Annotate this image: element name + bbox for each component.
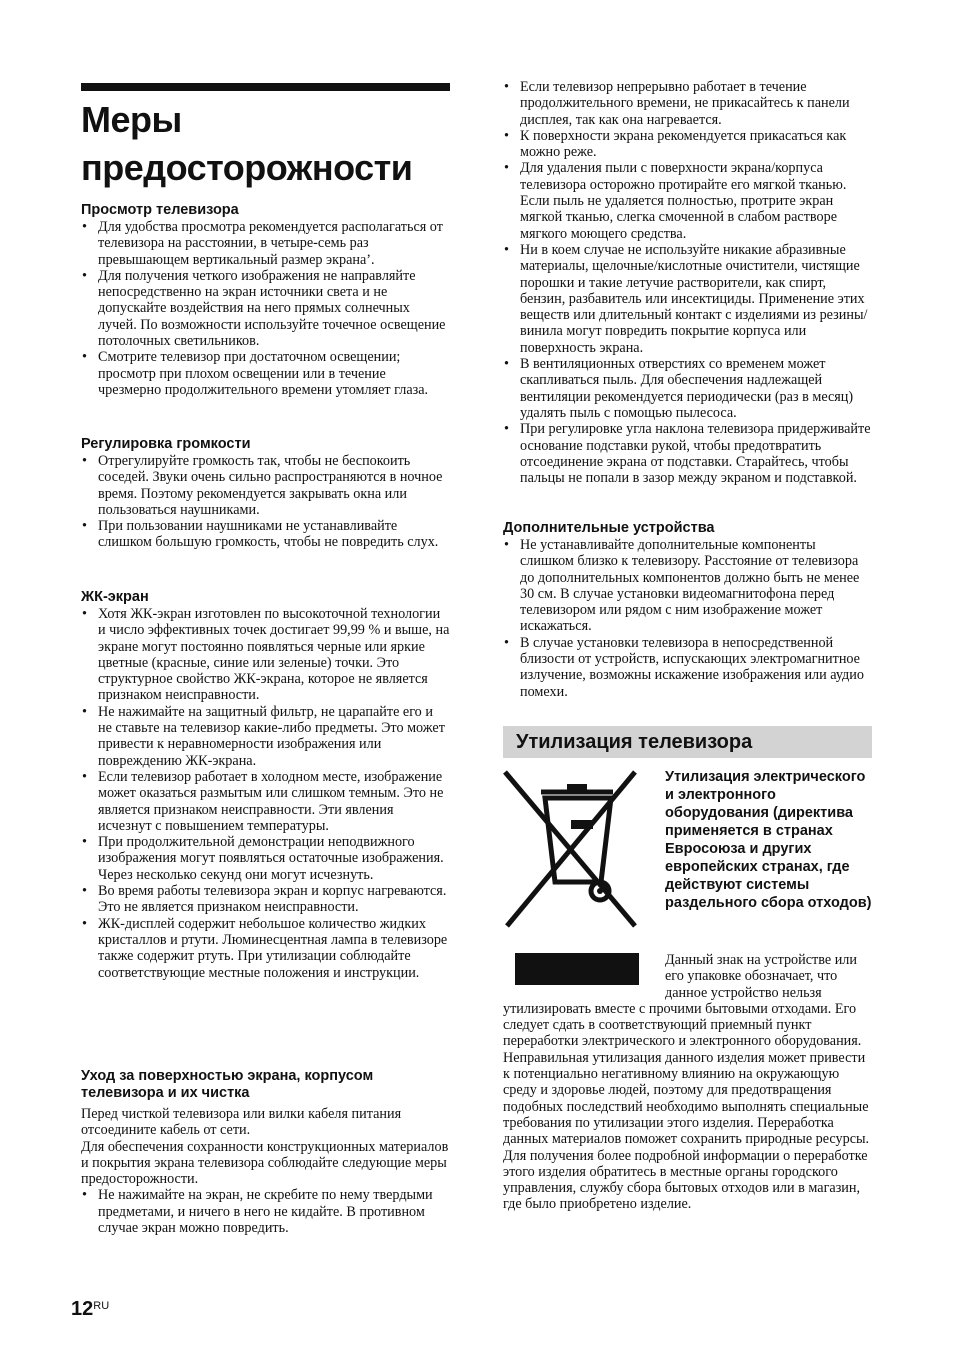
disposal-text: Данный знак на устройстве или его упаковке обозначает, что данное устройство нельзя утилизировать вместе с прочими бытовыми отходами. Его следует сдать в соответствующий приемный пункт переработки электрического и электронного оборудования. Неправильная утилизация данного изделия может привести к потенциально негативному влиянию на окружающую среду и здоровье людей, поэтому для предотвращения подобных последствий необходимо выполнять специальные требования по утилизации этого изделия. Переработка данных материалов поможет сохранить природные ресурсы. Для получения более подробной информации о переработке этого изделия обратитесь в местные органы городского управления, службу сбора бытовых отходов или в магазин, где было приобретено изделие. — [503, 952, 870, 1213]
bullet-list — [81, 606, 450, 981]
disposal-section-title: Утилизация телевизора — [516, 731, 753, 753]
list-item: • При продолжительной демонстрации неподвижного изображения могут появляться остаточные изображения. Через несколько секунд они могут исчезнуть. — [81, 834, 450, 883]
list-item: • ЖК-дисплей содержит небольшое количество жидких кристаллов и ртути. Люминесцентная лампа в телевизоре также содержит ртуть. При утилизации соблюдайте соответствующие местные положения и инструкции. — [81, 916, 450, 981]
list-item: • Для удаления пыли с поверхности экрана/корпуса телевизора осторожно протирайте его мягкой тканью. Если пыль не удаляется полностью, протрите экран мягкой тканью, слегка смоченной в слабом растворе мягкого моющего средства. — [503, 160, 872, 241]
title-rule — [81, 83, 450, 91]
section-heading: ЖК-экран — [81, 589, 149, 605]
page-title-line2: предосторожности — [81, 147, 413, 188]
section-accessories — [503, 520, 872, 700]
paragraph: Перед чисткой телевизора или вилки кабеля питания отсоедините кабель от сети. — [81, 1106, 402, 1139]
paragraph: Для обеспечения сохранности конструкционных материалов и покрытия экрана телевизора соблюдайте следующие меры предосторожности. — [81, 1138, 449, 1188]
section-care — [81, 1068, 450, 1236]
page-number-value: 12 — [71, 1298, 94, 1320]
section-lcd — [81, 589, 450, 981]
list-item: • Не нажимайте на защитный фильтр, не царапайте его и не ставьте на телевизор какие-либо предметы. Это может привести к неравномерности изображения или повреждению ЖК-экрана. — [81, 704, 450, 769]
section-heading: Дополнительные устройства — [503, 520, 715, 536]
bullet-list — [503, 79, 872, 486]
list-item: • В вентиляционных отверстиях со временем может скапливаться пыль. Для обеспечения надлежащей вентиляции рекомендуется периодически (раз в месяц) удалять пыль с помощью пылесоса. — [503, 356, 872, 421]
disposal-section-band — [503, 726, 872, 758]
disposal-heading: Утилизация электрического и электронного оборудования (директива применяется в странах Евросоюза и других европейских странах, где действуют системы раздельного сбора отходов) — [665, 769, 872, 911]
spacer — [503, 952, 665, 1000]
bullet-list — [81, 1187, 450, 1236]
list-item: • В случае установки телевизора в непосредственной близости от устройств, испускающих электромагнитное излучение, возможны искажение изображения или аудио помехи. — [503, 635, 872, 700]
list-item: • К поверхности экрана рекомендуется прикасаться как можно реже. — [503, 128, 872, 161]
section-heading: Регулировка громкости — [81, 436, 251, 452]
section-volume — [81, 436, 450, 551]
list-item: • При пользовании наушниками не устанавливайте слишком большую громкость, чтобы не повредить слух. — [81, 518, 450, 551]
page-title-line1: Меры — [81, 99, 182, 140]
list-item: • Не нажимайте на экран, не скребите по нему твердыми предметами, и ничего в него не кидайте. В противном случае экран можно повредить. — [81, 1187, 450, 1236]
bullet-list — [503, 537, 872, 700]
list-item: • Если телевизор непрерывно работает в течение продолжительного времени, не прикасайтесь к панели дисплея, так как она нагревается. — [503, 79, 872, 128]
bullet-list — [81, 219, 450, 398]
list-item: • Для удобства просмотра рекомендуется располагаться от телевизора на расстоянии, в четыре-семь раз превышающем вертикальный размер экрана’. — [81, 219, 450, 268]
list-item: • Отрегулируйте громкость так, чтобы не беспокоить соседей. Звуки очень сильно распространяются в ночное время. Поэтому рекомендуется закрывать окна или пользоваться наушниками. — [81, 453, 450, 518]
list-item: • Если телевизор работает в холодном месте, изображение может оказаться размытым или слишком темным. Это не является признаком неисправности. Эти явления исчезнут с повышением температуры. — [81, 769, 450, 834]
language-code: RU — [93, 1300, 110, 1312]
section-viewing — [81, 202, 450, 398]
list-item: • Хотя ЖК-экран изготовлен по высокоточной технологии и число эффективных точек достигает 99,99 % и выше, на экране могут постоянно появляться черные или яркие цветные (красные, синие или зеленые) точки. Это структурное свойство ЖК-экрана, которое не является признаком неисправности. — [81, 606, 450, 704]
disposal-body — [503, 952, 872, 1213]
bullet-list — [81, 453, 450, 551]
list-item: • Во время работы телевизора экран и корпус нагреваются. Это не является признаком неисправности. — [81, 883, 450, 916]
list-item: • Не устанавливайте дополнительные компоненты слишком близко к телевизору. Расстояние от телевизора до дополнительных компонентов должно быть не менее 30 см. В случае установки видеомагнитофона перед телевизором или рядом с ним изображение может искажаться. — [503, 537, 872, 635]
list-item: • Для получения четкого изображения не направляйте непосредственно на экран источники света и не допускайте воздействия на него прямых солнечных лучей. По возможности используйте точечное освещение потолочных светильников. — [81, 268, 450, 349]
section-heading: Просмотр телевизора — [81, 202, 239, 218]
page-number — [71, 1298, 109, 1321]
list-item: • Смотрите телевизор при достаточном освещении; просмотр при плохом освещении или в течение чрезмерно продолжительного времени утомляет глаза. — [81, 349, 450, 398]
section-care-continued — [503, 79, 872, 486]
list-item: • Ни в коем случае не используйте никакие абразивные материалы, щелочные/кислотные очистители, чистящие порошки и такие летучие растворители, как спирт, бензин, разбавитель или инсектициды. Применение этих веществ или длительный контакт с изделиями из резины/винила могут повредить покрытие корпуса или поверхность экрана. — [503, 242, 872, 356]
list-item: • При регулировке угла наклона телевизора придерживайте основание подставки рукой, чтобы предотвратить отсоединение экрана от подставки. Старайтесь, чтобы пальцы не попали в зазор между экраном и подставкой. — [503, 421, 872, 486]
section-heading: Уход за поверхностью экрана, корпусом телевизора и их чистка — [81, 1068, 374, 1101]
page-title — [81, 96, 450, 192]
